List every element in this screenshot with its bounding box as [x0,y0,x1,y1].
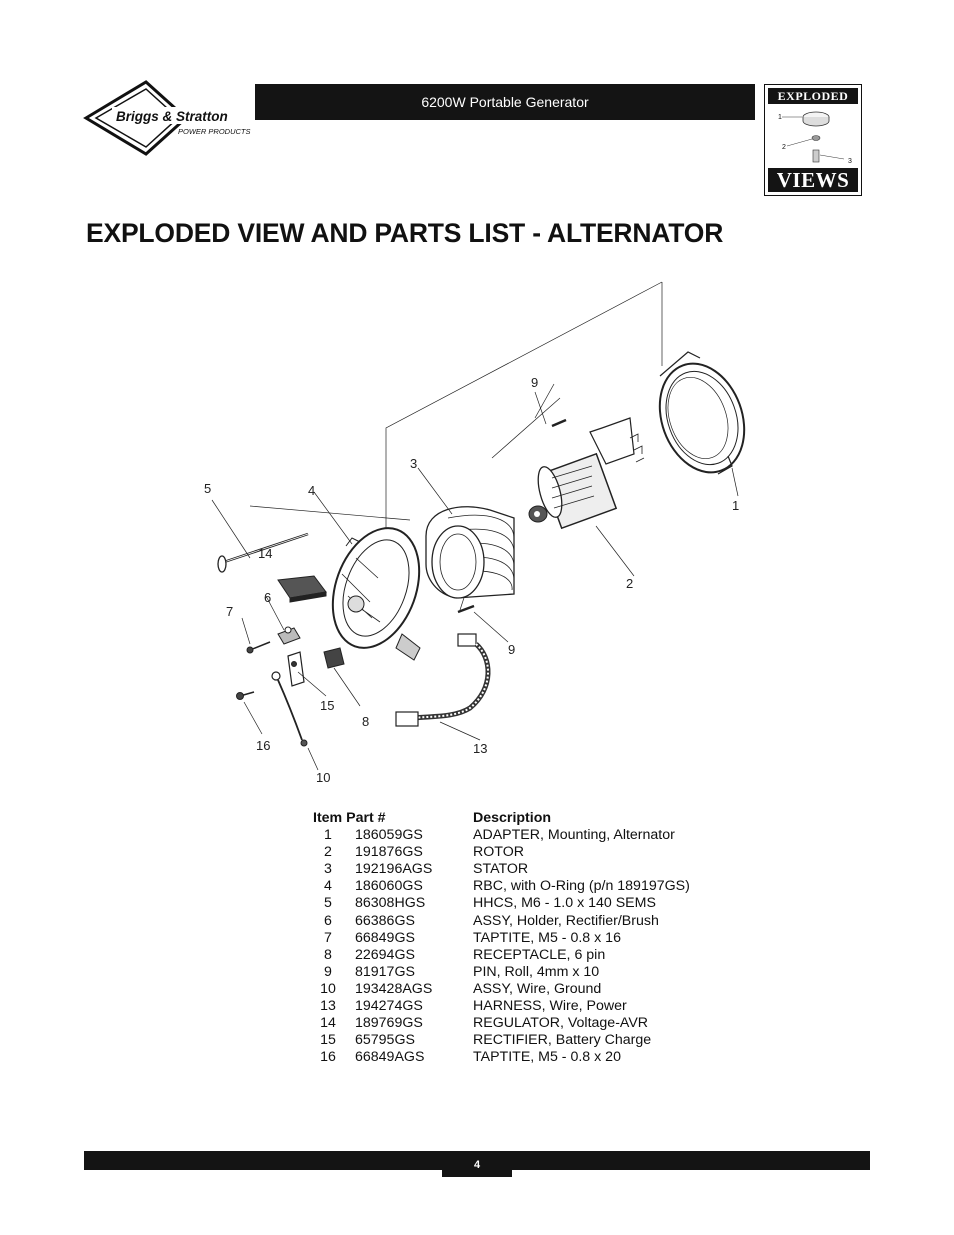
table-row [313,844,733,861]
table-row [313,981,733,998]
page-number: 4 [442,1153,512,1177]
table-row [313,913,733,930]
badge-callout-3: 3 [848,158,852,165]
table-row [313,895,733,912]
part-number: 66386GS [355,912,415,929]
part-description: TAPTITE, M5 - 0.8 x 20 [473,1049,621,1066]
part-1-adapter [645,352,758,485]
callout-10: 10 [316,770,331,785]
table-row [313,930,733,947]
parts-list-body [313,827,733,1066]
part-6-brush-holder [278,627,300,644]
part-description: ASSY, Wire, Ground [473,980,602,997]
part-description: ADAPTER, Mounting, Alternator [473,827,675,844]
callout-6: 6 [264,590,272,605]
exploded-view-diagram [190,278,780,793]
callout-14: 14 [258,546,273,561]
item-number: 1 [324,827,332,844]
part-4-rbc-housing [317,516,435,660]
callout-15: 15 [320,698,335,713]
part-number: 192196AGS [355,861,433,878]
part-description: RECEPTACLE, 6 pin [473,946,606,963]
item-number: 4 [324,878,332,895]
item-number: 14 [320,1015,336,1032]
part-7-screw [247,642,270,653]
table-row [313,861,733,878]
part-3-stator [426,507,514,598]
part-description: HHCS, M6 - 1.0 x 140 SEMS [473,895,656,912]
table-row [313,947,733,964]
part-number: 66849GS [355,929,415,946]
part-description: STATOR [473,861,529,878]
item-number: 5 [324,895,332,912]
callout-9-top: 9 [531,375,539,390]
part-description: HARNESS, Wire, Power [473,998,627,1015]
part-number: 66849AGS [355,1049,425,1066]
part-2-rotor [529,418,644,528]
item-number: 6 [324,912,332,929]
callout-13: 13 [473,741,488,756]
part-number: 86308HGS [355,895,426,912]
item-number: 7 [324,929,332,946]
header-description: Description [473,810,552,826]
badge-callout-1: 1 [778,114,782,121]
item-number: 15 [320,1032,336,1049]
part-number: 189769GS [355,1015,423,1032]
callout-8: 8 [362,714,370,729]
brand-name: Briggs & Stratton [116,109,228,124]
part-14-regulator [278,576,326,602]
table-row [313,827,733,844]
part-number: 22694GS [355,946,415,963]
parts-list-header [313,810,733,827]
part-number: 65795GS [355,1032,415,1049]
item-number: 13 [320,998,336,1015]
callout-9-bottom: 9 [508,642,516,657]
item-number: 8 [324,946,332,963]
part-8-receptacle [324,648,344,668]
brand-subtitle: POWER PRODUCTS [178,127,251,136]
item-number: 9 [324,963,332,980]
part-description: PIN, Roll, 4mm x 10 [473,963,600,980]
part-description: ROTOR [473,844,524,861]
table-row [313,1032,733,1049]
part-number: 186060GS [355,878,423,895]
part-number: 194274GS [355,998,423,1015]
callout-2: 2 [626,576,634,591]
parts-list-table [313,810,733,1066]
part-description: RBC, with O-Ring (p/n 189197GS) [473,878,690,895]
table-row [313,998,733,1015]
part-15-rectifier [288,652,304,686]
badge-illustration [768,105,858,167]
table-row [313,964,733,981]
product-title: 6200W Portable Generator [421,94,589,110]
briggs-stratton-logo [82,80,254,156]
callout-5: 5 [204,481,212,496]
part-number: 186059GS [355,827,423,844]
part-number: 191876GS [355,844,423,861]
part-9-roll-pin-a [552,420,566,426]
header-item-part: Item Part # [313,810,386,826]
exploded-views-badge [764,84,862,196]
item-number: 10 [320,980,336,997]
part-16-screw [237,692,255,700]
badge-top-label: EXPLODED [768,88,858,104]
table-row [313,1049,733,1066]
part-description: ASSY, Holder, Rectifier/Brush [473,912,659,929]
page-title: EXPLODED VIEW AND PARTS LIST - ALTERNATOR [86,218,724,248]
badge-callout-2: 2 [782,144,786,151]
callout-7: 7 [226,604,234,619]
part-number: 81917GS [355,963,415,980]
table-row [313,1015,733,1032]
part-description: RECTIFIER, Battery Charge [473,1032,652,1049]
callout-1: 1 [732,498,740,513]
part-number: 193428AGS [355,980,433,997]
callout-4: 4 [308,483,316,498]
part-description: TAPTITE, M5 - 0.8 x 16 [473,929,621,946]
callout-16: 16 [256,738,271,753]
item-number: 16 [320,1049,336,1066]
item-number: 2 [324,844,332,861]
part-description: REGULATOR, Voltage-AVR [473,1015,649,1032]
callout-3: 3 [410,456,418,471]
product-title-bar [255,84,755,120]
badge-bottom-label: VIEWS [768,168,858,192]
table-row [313,878,733,895]
item-number: 3 [324,861,332,878]
